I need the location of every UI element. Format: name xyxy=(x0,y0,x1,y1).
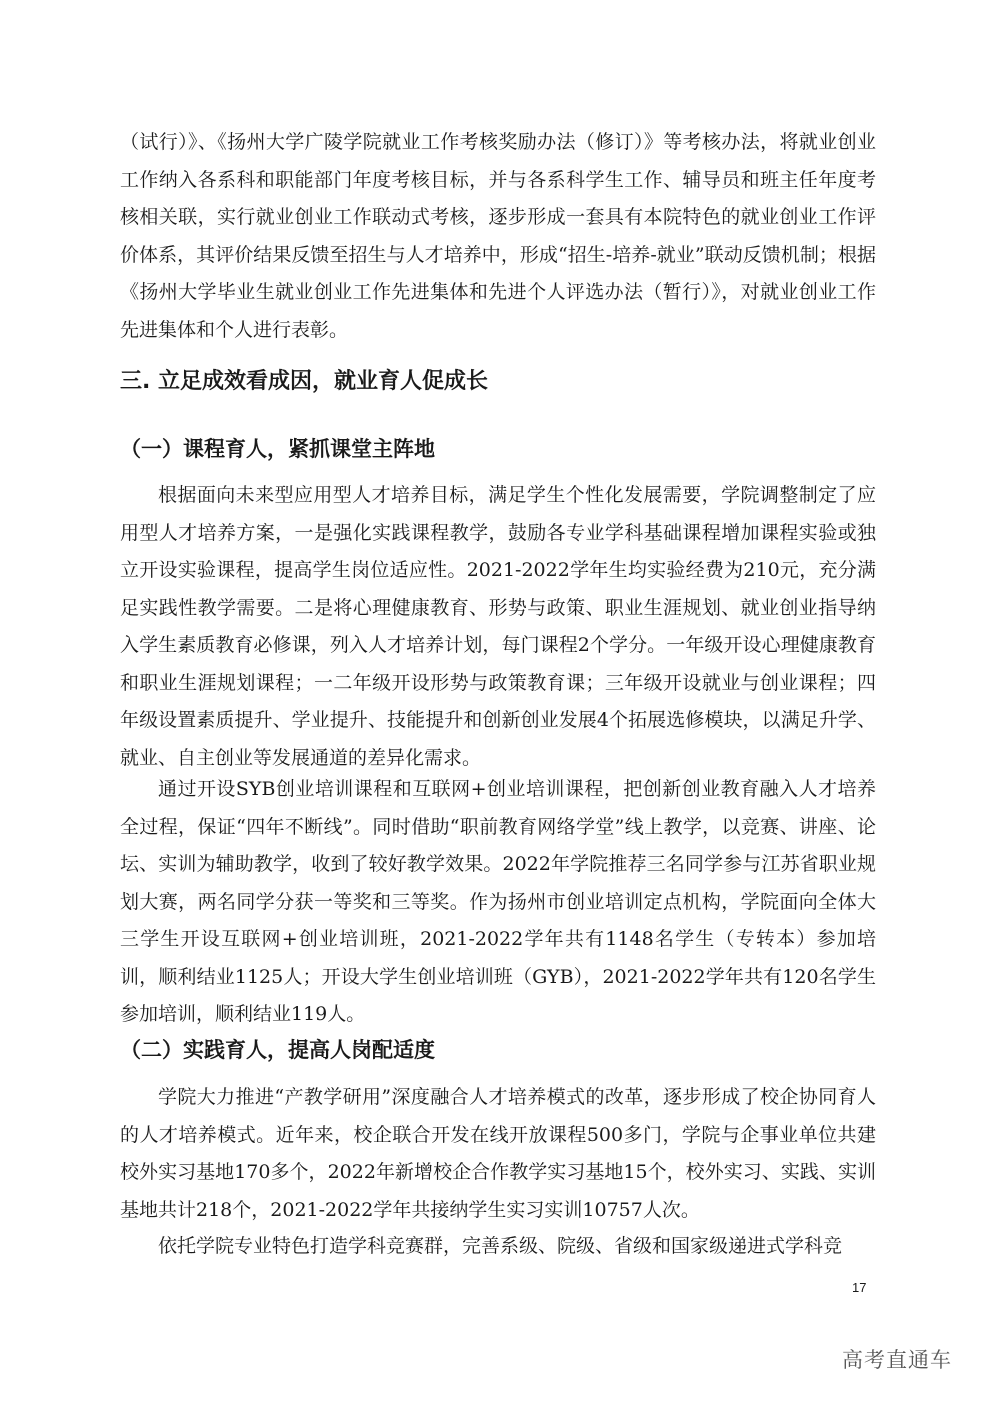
paragraph-entrepreneurship-training: 通过开设SYB创业培训课程和互联网+创业培训课程，把创新创业教育融入人才培养全过程，保证“四年不断线”。同时借助“职前教育网络学堂”线上教学，以竞赛、讲座、论坛、实训为辅助教学，收到了较好教学效果。2022年学院推荐三名同学参与江苏省职业规划大赛，两名同学分获一等奖和三等奖。作为扬州市创业培训定点机构，学院面向全体大三学生开设互联网+创业培训班，2021-2022学年共有1148名学生（专转本）参加培训，顺利结业1125人；开设大学生创业培训班（GYB），2021-2022学年共有120名学生参加培训，顺利结业119人。 xyxy=(120,778,876,1025)
paragraph-assessment-methods: （试行）》、《扬州大学广陵学院就业工作考核奖励办法（修订）》等考核办法，将就业创业工作纳入各系科和职能部门年度考核目标，并与各系科学生工作、辅导员和班主任年度考核相关联，实行就业创业工作联动式考核，逐步形成一套具有本院特色的就业创业工作评价体系，其评价结果反馈至招生与人才培养中，形成“招生-培养-就业”联动反馈机制；根据《扬州大学毕业生就业创业工作先进集体和先进个人评选办法（暂行）》，对就业创业工作先进集体和个人进行表彰。 xyxy=(120,131,876,341)
paragraph-competitions: 依托学院专业特色打造学科竞赛群，完善系级、院级、省级和国家级递进式学科竞 xyxy=(158,1235,843,1257)
paragraph-practice-education: 学院大力推进“产教学研用”深度融合人才培养模式的改革，逐步形成了校企协同育人的人才培养模式。近年来，校企联合开发在线开放课程500多门，学院与企事业单位共建校外实习基地170多个，2022年新增校企合作教学实习基地15个，校外实习、实践、实训基地共计218个，2021-2022学年共接纳学生实习实训10757人次。 xyxy=(120,1086,876,1221)
section-heading-3: 三. 立足成效看成因，就业育人促成长 xyxy=(120,369,489,394)
paragraph-course-education: 根据面向未来型应用型人才培养目标，满足学生个性化发展需要，学院调整制定了应用型人才培养方案，一是强化实践课程教学，鼓励各专业学科基础课程增加课程实验或独立开设实验课程，提高学生岗位适应性。2021-2022学年生均实验经费为210元，充分满足实践性教学需要。二是将心理健康教育、形势与政策、职业生涯规划、就业创业指导纳入学生素质教育必修课，列入人才培养计划，每门课程2个学分。一年级开设心理健康教育和职业生涯规划课程；一二年级开设形势与政策教育课；三年级开设就业与创业课程；四年级设置素质提升、学业提升、技能提升和创新创业发展4个拓展选修模块，以满足升学、就业、自主创业等发展通道的差异化需求。 xyxy=(120,484,876,769)
subsection-heading-course-education: （一）课程育人，紧抓课堂主阵地 xyxy=(120,437,435,461)
watermark-text: 高考直通车 xyxy=(842,1348,952,1372)
page-number: 17 xyxy=(852,1280,867,1295)
subsection-heading-practice-education: （二）实践育人，提高人岗配适度 xyxy=(120,1038,435,1062)
